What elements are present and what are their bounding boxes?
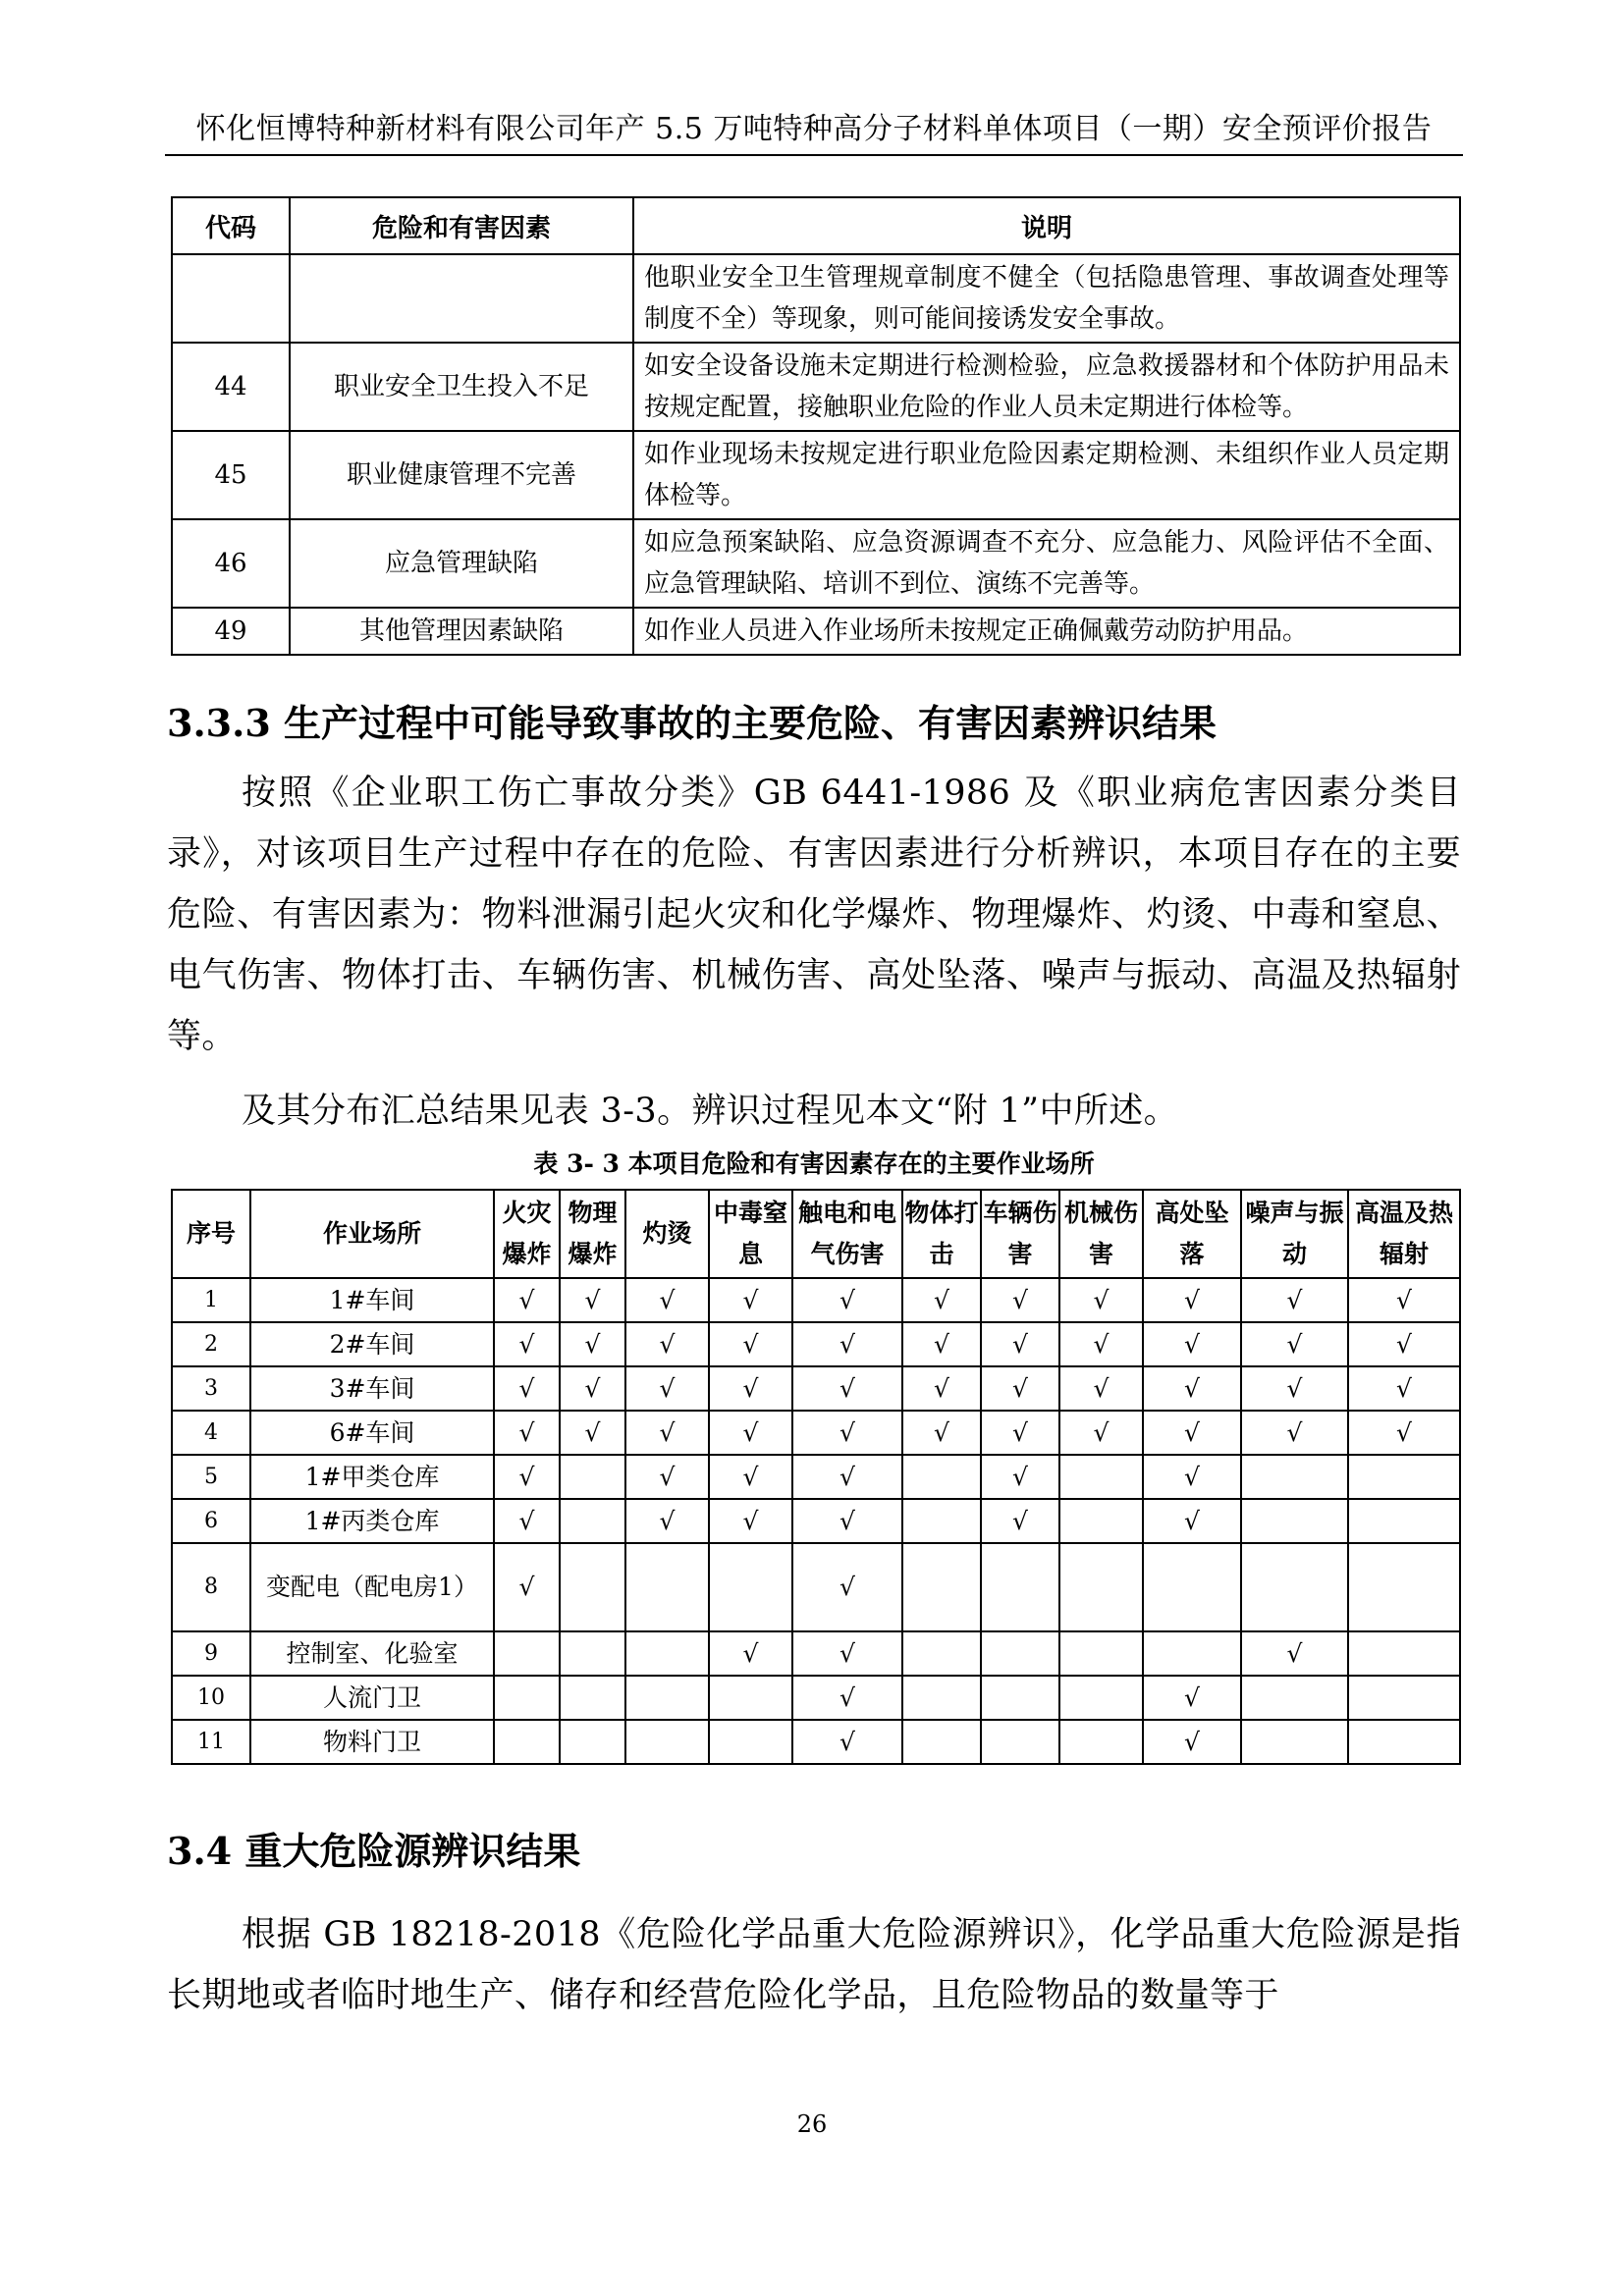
table-row: [172, 1366, 1460, 1411]
workplace-cell: 物料门卫: [250, 1720, 494, 1764]
check-mark-cell: √: [1143, 1499, 1241, 1543]
empty-cell: [560, 1720, 625, 1764]
check-mark-cell: √: [709, 1278, 792, 1322]
table-caption: 表 3- 3 本项目危险和有害因素存在的主要作业场所: [533, 1149, 1095, 1178]
empty-cell: [560, 1543, 625, 1631]
check-mark-cell: √: [792, 1455, 902, 1499]
empty-cell: [981, 1676, 1059, 1720]
table-row: [172, 431, 1460, 519]
check-mark-cell: √: [709, 1455, 792, 1499]
check-mark-cell: √: [625, 1411, 709, 1455]
check-mark-cell: √: [902, 1411, 981, 1455]
column-header: 中毒窒息: [709, 1190, 792, 1278]
column-header: 高温及热辐射: [1348, 1190, 1460, 1278]
row-number-cell: 2: [172, 1322, 250, 1366]
empty-cell: [1143, 1631, 1241, 1676]
factor-cell: 职业健康管理不完善: [290, 431, 633, 519]
check-mark-cell: √: [1241, 1322, 1348, 1366]
body-paragraph: 根据 GB 18218-2018《危险化学品重大危险源辨识》，化学品重大危险源是指长期地或者临时地生产、储存和经营危险化学品，且危险物品的数量等于: [167, 1915, 1461, 2015]
check-mark-cell: √: [902, 1366, 981, 1411]
check-mark-cell: √: [792, 1543, 902, 1631]
column-header: 车辆伤害: [981, 1190, 1059, 1278]
empty-cell: [625, 1543, 709, 1631]
column-header: 火灾爆炸: [494, 1190, 560, 1278]
check-mark-cell: √: [1143, 1322, 1241, 1366]
workplace-cell: 3#车间: [250, 1366, 494, 1411]
check-mark-cell: √: [1143, 1720, 1241, 1764]
empty-cell: [1241, 1455, 1348, 1499]
body-paragraph: 按照《企业职工伤亡事故分类》GB 6441-1986 及《职业病危害因素分类目录》，对该项目生产过程中存在的危险、有害因素进行分析辨识，本项目存在的主要危险、有害因素为：物料泄漏引起火灾和化学爆炸、物理爆炸、灼烫、中毒和窒息、电气伤害、物体打击、车辆伤害、机械伤害、高处坠落、噪声与振动、高温及热辐射等。: [167, 774, 1461, 1056]
workplace-cell: 控制室、化验室: [250, 1631, 494, 1676]
column-header: 灼烫: [625, 1190, 709, 1278]
check-mark-cell: √: [792, 1499, 902, 1543]
check-mark-cell: √: [1241, 1366, 1348, 1411]
check-mark-cell: √: [1348, 1366, 1460, 1411]
check-mark-cell: √: [1143, 1411, 1241, 1455]
section-heading-3-3-3: 3.3.3 生产过程中可能导致事故的主要危险、有害因素辨识结果: [167, 701, 1218, 745]
empty-cell: [981, 1720, 1059, 1764]
empty-cell: [1059, 1499, 1143, 1543]
workplace-cell: 1#丙类仓库: [250, 1499, 494, 1543]
empty-cell: [1059, 1543, 1143, 1631]
check-mark-cell: √: [494, 1322, 560, 1366]
check-mark-cell: √: [494, 1455, 560, 1499]
check-mark-cell: √: [1059, 1366, 1143, 1411]
empty-cell: [1059, 1676, 1143, 1720]
page-header: 怀化恒博特种新材料有限公司年产 5.5 万吨特种高分子材料单体项目（一期）安全预评价报告: [195, 112, 1433, 146]
code-cell: 46: [172, 519, 290, 608]
table-header-row: [172, 197, 1460, 254]
row-number-cell: 5: [172, 1455, 250, 1499]
empty-cell: [902, 1631, 981, 1676]
hazard-factor-table: [171, 196, 1461, 656]
check-mark-cell: √: [1348, 1322, 1460, 1366]
check-mark-cell: √: [981, 1322, 1059, 1366]
row-number-cell: 3: [172, 1366, 250, 1411]
header-rule: [165, 154, 1463, 156]
check-mark-cell: √: [792, 1411, 902, 1455]
check-mark-cell: √: [1143, 1278, 1241, 1322]
empty-cell: [1348, 1499, 1460, 1543]
table-row: [172, 1278, 1460, 1322]
table-row: [172, 254, 1460, 343]
check-mark-cell: √: [494, 1278, 560, 1322]
row-number-cell: 10: [172, 1676, 250, 1720]
empty-cell: [709, 1720, 792, 1764]
check-mark-cell: √: [709, 1366, 792, 1411]
empty-cell: [560, 1676, 625, 1720]
empty-cell: [1348, 1676, 1460, 1720]
empty-cell: [1143, 1543, 1241, 1631]
check-mark-cell: √: [709, 1631, 792, 1676]
code-cell: [172, 254, 290, 343]
check-mark-cell: √: [981, 1499, 1059, 1543]
check-mark-cell: √: [494, 1543, 560, 1631]
column-header: 触电和电气伤害: [792, 1190, 902, 1278]
check-mark-cell: √: [792, 1322, 902, 1366]
empty-cell: [494, 1631, 560, 1676]
empty-cell: [902, 1676, 981, 1720]
desc-cell: 如应急预案缺陷、应急资源调查不充分、应急能力、风险评估不全面、应急管理缺陷、培训不到位、演练不完善等。: [633, 519, 1460, 608]
check-mark-cell: √: [1143, 1366, 1241, 1411]
column-header: 作业场所: [250, 1190, 494, 1278]
empty-cell: [560, 1631, 625, 1676]
check-mark-cell: √: [625, 1322, 709, 1366]
check-mark-cell: √: [625, 1499, 709, 1543]
empty-cell: [1348, 1720, 1460, 1764]
column-header: 物体打击: [902, 1190, 981, 1278]
check-mark-cell: √: [625, 1366, 709, 1411]
check-mark-cell: √: [560, 1278, 625, 1322]
check-mark-cell: √: [902, 1278, 981, 1322]
check-mark-cell: √: [1241, 1278, 1348, 1322]
empty-cell: [1241, 1676, 1348, 1720]
table-row: [172, 1455, 1460, 1499]
table-row: [172, 1411, 1460, 1455]
check-mark-cell: √: [494, 1499, 560, 1543]
check-mark-cell: √: [792, 1676, 902, 1720]
table-row: [172, 1676, 1460, 1720]
empty-cell: [494, 1720, 560, 1764]
table-row: [172, 1631, 1460, 1676]
column-header: 高处坠落: [1143, 1190, 1241, 1278]
factor-cell: [290, 254, 633, 343]
check-mark-cell: √: [792, 1631, 902, 1676]
empty-cell: [981, 1543, 1059, 1631]
workplace-hazard-table: [171, 1189, 1461, 1765]
check-mark-cell: √: [1348, 1411, 1460, 1455]
workplace-cell: 2#车间: [250, 1322, 494, 1366]
workplace-cell: 6#车间: [250, 1411, 494, 1455]
check-mark-cell: √: [981, 1366, 1059, 1411]
empty-cell: [1059, 1455, 1143, 1499]
workplace-cell: 人流门卫: [250, 1676, 494, 1720]
check-mark-cell: √: [560, 1366, 625, 1411]
empty-cell: [1241, 1499, 1348, 1543]
row-number-cell: 9: [172, 1631, 250, 1676]
empty-cell: [902, 1720, 981, 1764]
row-number-cell: 11: [172, 1720, 250, 1764]
empty-cell: [1348, 1455, 1460, 1499]
row-number-cell: 6: [172, 1499, 250, 1543]
check-mark-cell: √: [1059, 1322, 1143, 1366]
empty-cell: [1059, 1720, 1143, 1764]
column-header: 物理爆炸: [560, 1190, 625, 1278]
table-row: [172, 1720, 1460, 1764]
check-mark-cell: √: [981, 1411, 1059, 1455]
empty-cell: [1348, 1631, 1460, 1676]
column-header: 噪声与振动: [1241, 1190, 1348, 1278]
check-mark-cell: √: [792, 1720, 902, 1764]
table-row: [172, 1543, 1460, 1631]
check-mark-cell: √: [494, 1411, 560, 1455]
check-mark-cell: √: [625, 1278, 709, 1322]
table-row: [172, 1499, 1460, 1543]
empty-cell: [494, 1676, 560, 1720]
check-mark-cell: √: [625, 1455, 709, 1499]
empty-cell: [560, 1499, 625, 1543]
check-mark-cell: √: [1143, 1676, 1241, 1720]
empty-cell: [902, 1499, 981, 1543]
check-mark-cell: √: [1059, 1278, 1143, 1322]
workplace-cell: 1#甲类仓库: [250, 1455, 494, 1499]
desc-cell: 如作业人员进入作业场所未按规定正确佩戴劳动防护用品。: [633, 608, 1460, 655]
check-mark-cell: √: [792, 1366, 902, 1411]
table-header-row: [172, 1190, 1460, 1278]
table-row: [172, 343, 1460, 431]
empty-cell: [625, 1631, 709, 1676]
code-cell: 45: [172, 431, 290, 519]
check-mark-cell: √: [560, 1322, 625, 1366]
empty-cell: [560, 1455, 625, 1499]
table-row: [172, 608, 1460, 655]
check-mark-cell: √: [1241, 1631, 1348, 1676]
check-mark-cell: √: [494, 1366, 560, 1411]
empty-cell: [1241, 1543, 1348, 1631]
workplace-cell: 变配电（配电房1）: [250, 1543, 494, 1631]
empty-cell: [625, 1676, 709, 1720]
check-mark-cell: √: [792, 1278, 902, 1322]
desc-cell: 如作业现场未按规定进行职业危险因素定期检测、未组织作业人员定期体检等。: [633, 431, 1460, 519]
check-mark-cell: √: [709, 1499, 792, 1543]
code-cell: 44: [172, 343, 290, 431]
section-heading-3-4: 3.4 重大危险源辨识结果: [167, 1829, 581, 1873]
factor-cell: 职业安全卫生投入不足: [290, 343, 633, 431]
check-mark-cell: √: [1059, 1411, 1143, 1455]
empty-cell: [709, 1543, 792, 1631]
factor-cell: 其他管理因素缺陷: [290, 608, 633, 655]
empty-cell: [625, 1720, 709, 1764]
row-number-cell: 8: [172, 1543, 250, 1631]
row-number-cell: 4: [172, 1411, 250, 1455]
check-mark-cell: √: [560, 1411, 625, 1455]
column-header: 代码: [172, 197, 290, 254]
workplace-cell: 1#车间: [250, 1278, 494, 1322]
column-header: 机械伤害: [1059, 1190, 1143, 1278]
desc-cell: 如安全设备设施未定期进行检测检验，应急救援器材和个体防护用品未按规定配置，接触职业危险的作业人员未定期进行体检等。: [633, 343, 1460, 431]
empty-cell: [1348, 1543, 1460, 1631]
column-header: 序号: [172, 1190, 250, 1278]
table-row: [172, 519, 1460, 608]
check-mark-cell: √: [1143, 1455, 1241, 1499]
check-mark-cell: √: [709, 1411, 792, 1455]
empty-cell: [1241, 1720, 1348, 1764]
body-paragraph: 及其分布汇总结果见表 3-3。辨识过程见本文“附 1”中所述。: [242, 1092, 1179, 1131]
page-number: 26: [796, 2110, 828, 2138]
desc-cell: 他职业安全卫生管理规章制度不健全（包括隐患管理、事故调查处理等制度不全）等现象，则可能间接诱发安全事故。: [633, 254, 1460, 343]
factor-cell: 应急管理缺陷: [290, 519, 633, 608]
check-mark-cell: √: [981, 1278, 1059, 1322]
check-mark-cell: √: [1348, 1278, 1460, 1322]
empty-cell: [709, 1676, 792, 1720]
column-header: 说明: [633, 197, 1460, 254]
check-mark-cell: √: [709, 1322, 792, 1366]
empty-cell: [902, 1455, 981, 1499]
column-header: 危险和有害因素: [290, 197, 633, 254]
empty-cell: [981, 1631, 1059, 1676]
check-mark-cell: √: [902, 1322, 981, 1366]
row-number-cell: 1: [172, 1278, 250, 1322]
empty-cell: [1059, 1631, 1143, 1676]
check-mark-cell: √: [981, 1455, 1059, 1499]
table-row: [172, 1322, 1460, 1366]
empty-cell: [902, 1543, 981, 1631]
check-mark-cell: √: [1241, 1411, 1348, 1455]
code-cell: 49: [172, 608, 290, 655]
